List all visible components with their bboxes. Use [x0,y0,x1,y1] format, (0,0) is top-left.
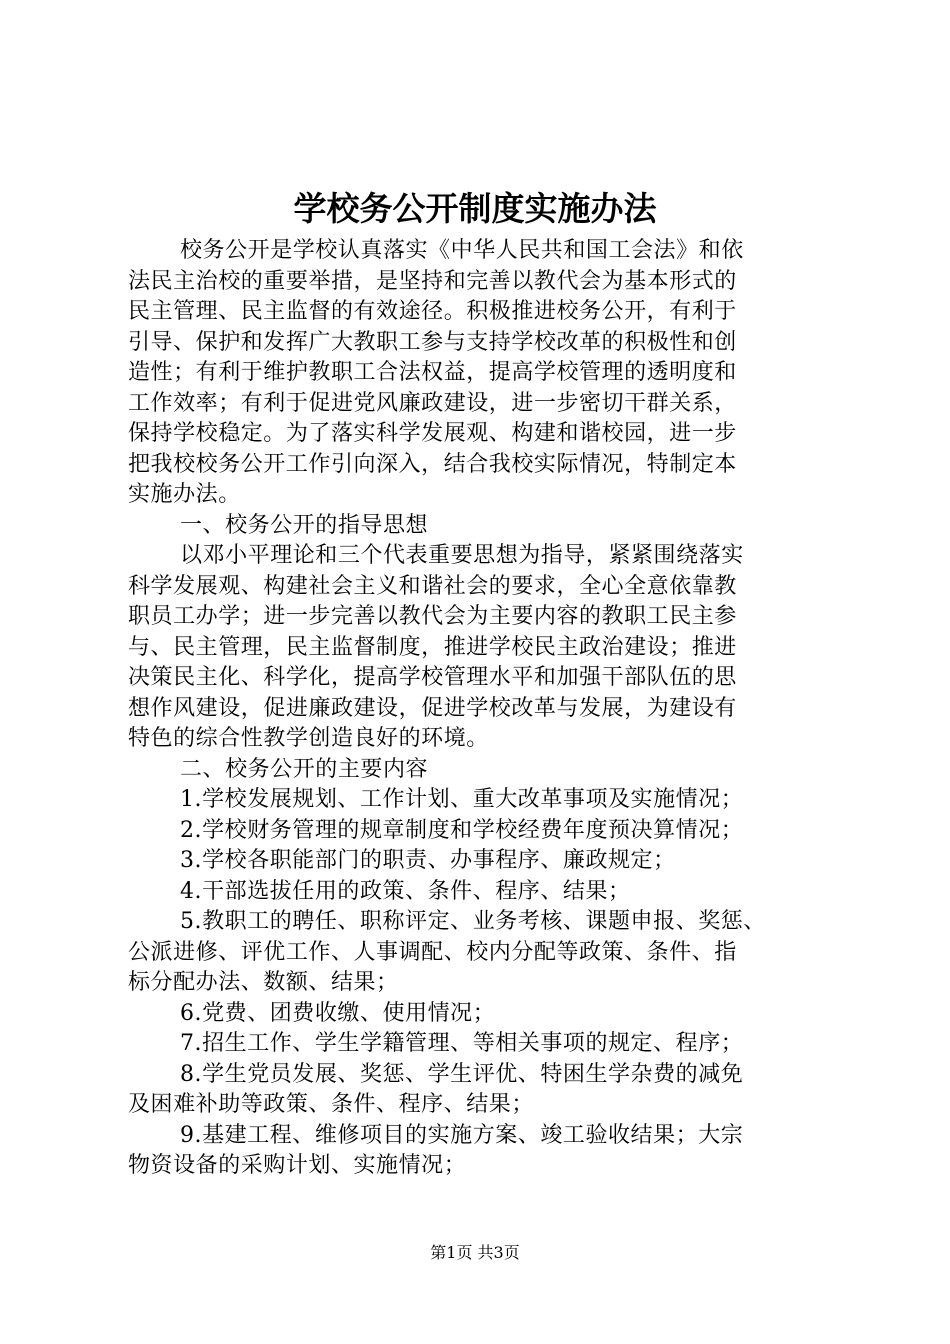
page-footer: 第1页 共3页 [430,1243,520,1262]
text-line: 2.学校财务管理的规章制度和学校经费年度预决算情况； [180,817,744,843]
document-body [128,236,832,1182]
text-line: 3.学校各职能部门的职责、办事程序、廉政规定； [180,848,676,873]
text-line: 校务公开是学校认真落实《中华人民共和国工会法》和依 [180,238,744,263]
text-line: 引导、保护和发挥广大教职工参与支持学校改革的积极性和创 [128,329,737,355]
text-line: 造性；有利于维护教职工合法权益，提高学校管理的透明度和 [128,360,737,385]
text-line: 工作效率；有利于促进党风廉政建设，进一步密切干群关系， [128,390,737,416]
text-line: 1.学校发展规划、工作计划、重大改革事项及实施情况； [180,787,744,812]
text-line: 6.党费、团费收缴、使用情况； [180,1000,496,1026]
text-line: 7.招生工作、学生学籍管理、等相关事项的规定、程序； [180,1031,744,1056]
text-line: 以邓小平理论和三个代表重要思想为指导，紧紧围绕落实 [180,543,744,568]
document-title: 学校务公开制度实施办法 [293,189,657,228]
text-line: 实施办法。 [128,482,241,507]
text-line: 决策民主化、科学化，提高学校管理水平和加强干部队伍的思 [128,665,737,690]
text-line: 公派进修、评优工作、人事调配、校内分配等政策、条件、指 [128,939,737,965]
text-line: 把我校校务公开工作引向深入，结合我校实际情况，特制定本 [128,451,737,477]
text-line: 民主管理、民主监督的有效途径。积极推进校务公开，有利于 [128,299,737,324]
text-line: 二、校务公开的主要内容 [180,756,429,782]
text-line: 物资设备的采购计划、实施情况； [128,1153,467,1178]
text-line: 科学发展观、构建社会主义和谐社会的要求，全心全意依靠教 [128,573,737,599]
text-line: 4.干部选拔任用的政策、条件、程序、结果； [180,878,631,904]
text-line: 想作风建设，促进廉政建设，促进学校改革与发展，为建设有 [128,695,737,721]
text-line: 特色的综合性教学创造良好的环境。 [128,726,489,751]
text-line: 与、民主管理，民主监督制度，推进学校民主政治建设；推进 [128,634,737,660]
text-line: 一、校务公开的指导思想 [180,512,429,538]
text-line: 及困难补助等政策、条件、程序、结果； [128,1092,534,1117]
text-line: 9.基建工程、维修项目的实施方案、竣工验收结果；大宗 [180,1122,744,1148]
text-line: 8.学生党员发展、奖惩、学生评优、特困生学杂费的减免 [180,1061,744,1087]
text-line: 职员工办学；进一步完善以教代会为主要内容的教职工民主参 [128,604,737,629]
text-line: 标分配办法、数额、结果； [128,970,399,995]
text-line: 法民主治校的重要举措，是坚持和完善以教代会为基本形式的 [128,268,737,294]
text-line: 保持学校稳定。为了落实科学发展观、构建和谐校园，进一步 [128,421,737,446]
text-line: 5.教职工的聘任、职称评定、业务考核、课题申报、奖惩、 [180,909,766,934]
